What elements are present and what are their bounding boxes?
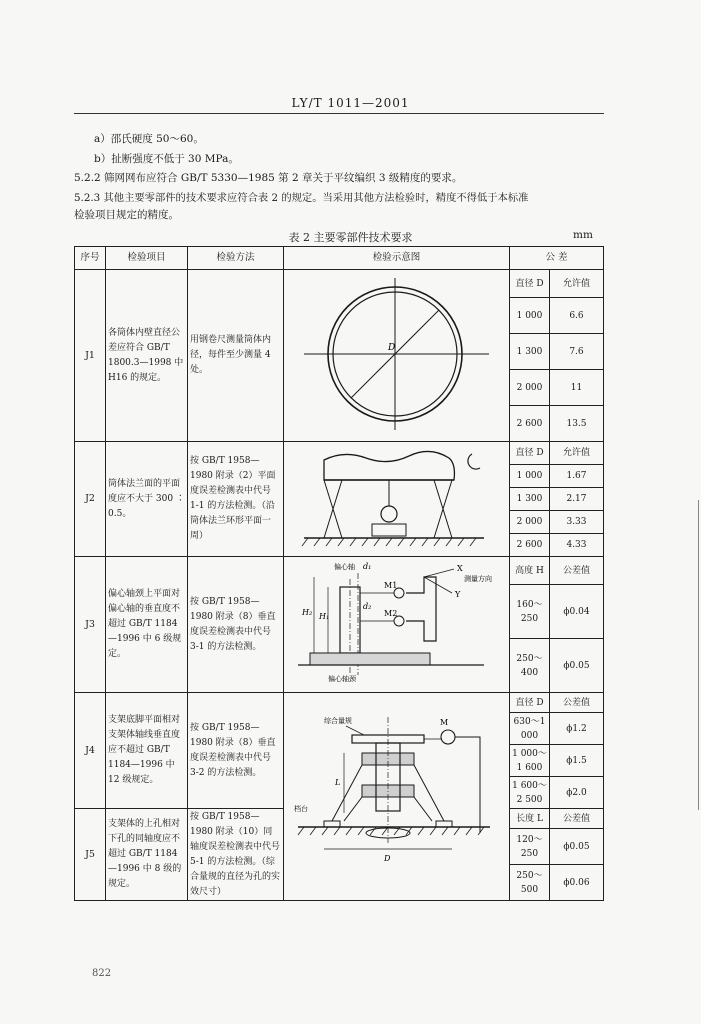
clause-5-2-3-line2: 检验项目规定的精度。	[74, 209, 179, 221]
tolerance-range: 160～250	[510, 585, 550, 639]
tolerance-header-1: 直径 D	[510, 693, 550, 713]
tolerance-value: ϕ1.2	[550, 713, 604, 745]
table-caption: 表 2 主要零部件技术要求	[288, 231, 413, 244]
label-y: Y	[455, 590, 461, 599]
row-item: 偏心轴颈上平面对偏心轴的垂直度不超过 GB/T 1184—1996 中 6 级规定。	[106, 557, 188, 693]
tolerance-header-2: 允许值	[550, 442, 604, 465]
tolerance-header-1: 高度 H	[510, 557, 550, 585]
tolerance-range: 250～500	[510, 865, 550, 901]
page-number: 822	[92, 968, 112, 979]
dial-gauge-icon	[441, 730, 455, 744]
tolerance-header-2: 允许值	[550, 270, 604, 298]
row-method: 按 GB/T 1958—1980 附录（8）垂直度误差检测表中代号 3-1 的方法检测。	[188, 557, 284, 693]
table-row	[75, 270, 604, 298]
row-no: J5	[75, 809, 106, 901]
header-diagram: 检验示意图	[284, 247, 510, 270]
dial-gauge-icon	[381, 506, 397, 522]
header-tolerance: 公 差	[510, 247, 604, 270]
support-leg	[344, 797, 362, 821]
gauge-stand	[455, 737, 480, 833]
tolerance-value: ϕ2.0	[550, 777, 604, 809]
tolerance-value: 11	[550, 370, 604, 406]
tolerance-range: 120～250	[510, 829, 550, 865]
table-header-row	[75, 247, 604, 270]
tolerance-range: 250～400	[510, 639, 550, 693]
header-rule	[74, 113, 604, 114]
tolerance-value: 6.6	[550, 298, 604, 334]
row-no: J3	[75, 557, 106, 693]
flange-body	[324, 451, 454, 480]
y-axis-arrow	[424, 577, 452, 593]
label-l: L	[335, 778, 341, 787]
table-row	[75, 693, 604, 713]
tolerance-range: 2 000	[510, 511, 550, 534]
rotation-arrow-icon	[468, 454, 480, 469]
paragraph-a: a）邵氏硬度 50～60。	[94, 133, 204, 145]
requirements-table	[74, 246, 604, 901]
header-item: 检验项目	[106, 247, 188, 270]
row-no: J1	[75, 270, 106, 442]
label-m1: M1	[384, 581, 398, 590]
diagram-perpendicularity-journal	[284, 557, 510, 692]
measuring-stand	[406, 577, 436, 641]
label-m: M	[440, 718, 449, 727]
ground-hatch	[302, 538, 476, 546]
tolerance-range: 2 600	[510, 406, 550, 442]
tolerance-range: 1 300	[510, 334, 550, 370]
label-eccentric-shaft: 偏心轴	[334, 563, 355, 571]
table-unit: mm	[573, 229, 593, 241]
row-item: 支架底脚平面相对支架体轴线垂直度应不超过 GB/T 1184—1996 中 12 级规定。	[106, 693, 188, 809]
tolerance-range: 630～1 000	[510, 713, 550, 745]
support-leg	[414, 797, 432, 821]
diagram-flatness	[284, 442, 510, 557]
row-no: J2	[75, 442, 106, 557]
clause-5-2-2: 5.2.2 筛网网布应符合 GB/T 5330—1985 第 2 章关于平纹编织 3 级精度的要求。	[74, 172, 463, 184]
block-left	[324, 821, 340, 827]
header-method: 检验方法	[188, 247, 284, 270]
tolerance-header-1: 长度 L	[510, 809, 550, 829]
table-row	[75, 442, 604, 465]
diagram-j3-cell	[284, 557, 510, 693]
tolerance-header-1: 直径 D	[510, 270, 550, 298]
row-method: 按 GB/T 1958—1980 附录（2）平面度误差检测表中代号 1-1 的方法检测。（沿筒体法兰环形平面一周）	[188, 442, 284, 557]
row-method: 用钢卷尺测量筒体内径，每件至少测量 4 处。	[188, 270, 284, 442]
tolerance-value: ϕ0.06	[550, 865, 604, 901]
tolerance-value: ϕ0.05	[550, 829, 604, 865]
tolerance-range: 1 600～2 500	[510, 777, 550, 809]
gauge-base	[372, 524, 406, 536]
row-no: J4	[75, 693, 106, 809]
support-leg	[332, 765, 362, 821]
tolerance-header-2: 公差值	[550, 557, 604, 585]
tolerance-value: 4.33	[550, 534, 604, 557]
block-right	[436, 821, 452, 827]
scan-edge-line	[698, 500, 699, 810]
row-method: 按 GB/T 1958—1980 附录（8）垂直度误差检测表中代号 3-2 的方法检测。	[188, 693, 284, 809]
tolerance-header-2: 公差值	[550, 693, 604, 713]
tolerance-header-1: 直径 D	[510, 442, 550, 465]
label-h2: H₂	[302, 608, 313, 617]
tolerance-value: ϕ0.05	[550, 639, 604, 693]
label-d1: d₁	[363, 562, 372, 571]
tolerance-range: 1 300	[510, 488, 550, 511]
table-row	[75, 557, 604, 585]
diagram-j1-cell	[284, 270, 510, 442]
tolerance-value: 13.5	[550, 406, 604, 442]
tolerance-range: 2 600	[510, 534, 550, 557]
x-axis-arrow	[424, 569, 454, 577]
tolerance-value: ϕ1.5	[550, 745, 604, 777]
row-item: 支架体的上孔相对下孔的同轴度应不超过 GB/T 1184—1996 中 8 级的规定。	[106, 809, 188, 901]
diagram-inner-diameter	[284, 270, 510, 442]
label-h1: H₁	[319, 612, 330, 621]
tolerance-range: 2 000	[510, 370, 550, 406]
label-measure-direction: 测量方向	[464, 575, 492, 583]
journal-block	[310, 653, 430, 665]
diagram-j2-cell	[284, 442, 510, 557]
standard-header: LY/T 1011—2001	[291, 96, 410, 110]
tolerance-range: 1 000～1 600	[510, 745, 550, 777]
diagram-j4-j5-cell	[284, 693, 510, 901]
label-m2: M2	[384, 609, 398, 618]
label-x: X	[457, 564, 463, 573]
label-d2: d₂	[363, 602, 372, 611]
paragraph-b: b）扯断强度不低于 30 MPa。	[94, 153, 239, 165]
label-d: D	[384, 854, 391, 863]
tolerance-range: 1 000	[510, 298, 550, 334]
label-block: 档台	[294, 805, 308, 813]
tolerance-value: 2.17	[550, 488, 604, 511]
label-eccentric-journal: 偏心轴颈	[328, 675, 356, 683]
tolerance-value: 1.67	[550, 465, 604, 488]
row-item: 各筒体内壁直径公差应符合 GB/T 1800.3—1998 中 H16 的规定。	[106, 270, 188, 442]
support-leg	[414, 765, 444, 821]
gauge-leader	[346, 726, 364, 735]
row-method: 按 GB/T 1958—1980 附录（10）同轴度误差检测表中代号 5-1 的方法检测。（综合量规的直径为孔的实效尺寸）	[188, 809, 284, 901]
header-no: 序号	[75, 247, 106, 270]
tolerance-value: ϕ0.04	[550, 585, 604, 639]
tolerance-range: 1 000	[510, 465, 550, 488]
diagram-support-frame	[284, 693, 510, 901]
tolerance-value: 7.6	[550, 334, 604, 370]
tolerance-header-2: 公差值	[550, 809, 604, 829]
tolerance-value: 3.33	[550, 511, 604, 534]
diameter-label: D	[388, 343, 396, 353]
label-gauge: 综合量规	[324, 717, 352, 725]
clause-5-2-3-line1: 5.2.3 其他主要零部件的技术要求应符合表 2 的规定。当采用其他方法检验时，精度不得低于本标准	[74, 192, 529, 204]
row-item: 筒体法兰面的平面度应不大于 300 ∶ 0.5。	[106, 442, 188, 557]
